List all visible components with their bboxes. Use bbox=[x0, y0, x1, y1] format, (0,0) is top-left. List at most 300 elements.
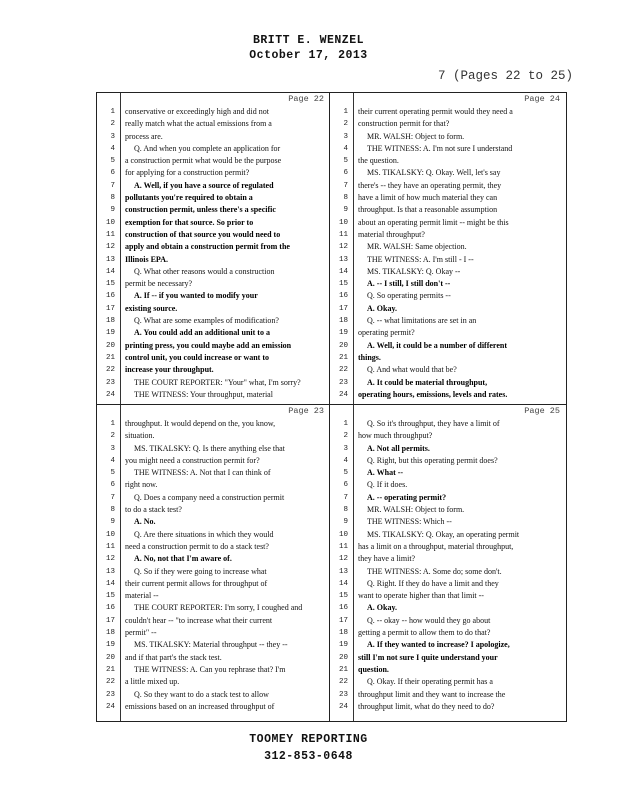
line-text: A. Well, it could be a number of different bbox=[367, 340, 507, 350]
line-number: 9 bbox=[110, 206, 115, 215]
transcript-line bbox=[97, 229, 330, 241]
line-text: things. bbox=[358, 352, 381, 362]
line-number: 6 bbox=[110, 169, 115, 178]
line-text: A. If they wanted to increase? I apologize, bbox=[367, 640, 510, 650]
line-number: 24 bbox=[338, 702, 348, 711]
transcript-line bbox=[330, 566, 566, 578]
line-number: 16 bbox=[338, 604, 348, 613]
transcript-line bbox=[330, 627, 566, 639]
transcript-line bbox=[330, 553, 566, 565]
line-number: 3 bbox=[110, 132, 115, 141]
line-number: 8 bbox=[343, 194, 348, 203]
transcript-line bbox=[330, 241, 566, 253]
line-number: 22 bbox=[338, 366, 348, 375]
line-text: THE COURT REPORTER: "Your" what, I'm sorry? bbox=[134, 377, 301, 387]
line-number: 11 bbox=[338, 542, 348, 551]
line-number: 10 bbox=[338, 218, 348, 227]
line-text: and if that part's the stack test. bbox=[125, 652, 222, 662]
line-number: 20 bbox=[105, 341, 115, 350]
line-text: Q. -- what limitations are set in an bbox=[367, 316, 477, 326]
line-number: 24 bbox=[338, 390, 348, 399]
line-number: 10 bbox=[338, 530, 348, 539]
line-text: to do a stack test? bbox=[125, 505, 182, 515]
line-number: 11 bbox=[105, 542, 115, 551]
transcript-line bbox=[97, 504, 330, 516]
line-number: 15 bbox=[105, 280, 115, 289]
line-number: 5 bbox=[110, 157, 115, 166]
line-number: 11 bbox=[338, 230, 348, 239]
line-number: 16 bbox=[105, 604, 115, 613]
line-number: 21 bbox=[105, 665, 115, 674]
transcript-line bbox=[330, 254, 566, 266]
line-number: 21 bbox=[338, 665, 348, 674]
line-number: 7 bbox=[110, 181, 115, 190]
line-text: MR. WALSH: Same objection. bbox=[367, 242, 467, 252]
line-text: couldn't hear -- "to increase what their current bbox=[125, 615, 273, 625]
transcript-line bbox=[330, 504, 566, 516]
line-number: 8 bbox=[343, 506, 348, 515]
transcript-line bbox=[330, 389, 566, 401]
line-number: 6 bbox=[343, 169, 348, 178]
transcript-line bbox=[330, 278, 566, 290]
line-number: 14 bbox=[105, 267, 115, 276]
line-text: A. It could be material throughput, bbox=[367, 377, 488, 387]
transcript-line bbox=[97, 118, 330, 130]
line-text: Q. So if they were going to increase what bbox=[134, 566, 267, 576]
transcript-line bbox=[97, 364, 330, 376]
line-number: 13 bbox=[338, 567, 348, 576]
line-number: 24 bbox=[105, 702, 115, 711]
line-text: throughput. Is that a reasonable assumption bbox=[358, 205, 498, 215]
footer-phone: 312-853-0648 bbox=[264, 750, 353, 763]
transcript-line bbox=[330, 204, 566, 216]
line-text: Q. So operating permits -- bbox=[367, 291, 451, 301]
line-number: 18 bbox=[105, 629, 115, 638]
line-number: 3 bbox=[343, 444, 348, 453]
line-text: MR. WALSH: Object to form. bbox=[367, 505, 465, 515]
line-text: Q. And what would that be? bbox=[367, 365, 457, 375]
line-text: pollutants you're required to obtain a bbox=[125, 193, 253, 203]
transcript-line bbox=[97, 652, 330, 664]
transcript-line bbox=[97, 418, 330, 430]
transcript-line bbox=[97, 204, 330, 216]
line-number: 13 bbox=[105, 567, 115, 576]
line-number: 5 bbox=[343, 469, 348, 478]
page-label: Page 25 bbox=[524, 406, 560, 416]
transcript-line bbox=[97, 192, 330, 204]
line-number: 14 bbox=[338, 579, 348, 588]
line-number: 21 bbox=[338, 353, 348, 362]
line-text: emissions based on an increased throughput of bbox=[125, 701, 275, 711]
line-number: 2 bbox=[110, 120, 115, 129]
line-text: existing source. bbox=[125, 303, 178, 313]
transcript-line bbox=[330, 266, 566, 278]
transcript-line bbox=[97, 566, 330, 578]
line-text: THE WITNESS: Which -- bbox=[367, 517, 452, 527]
transcript-line bbox=[97, 143, 330, 155]
transcript-line bbox=[330, 229, 566, 241]
line-number: 23 bbox=[338, 690, 348, 699]
line-number: 12 bbox=[105, 555, 115, 564]
transcript-line bbox=[97, 479, 330, 491]
line-number: 16 bbox=[338, 292, 348, 301]
line-number: 2 bbox=[343, 120, 348, 129]
line-text: permit" -- bbox=[125, 628, 157, 638]
line-text: THE WITNESS: A. Can you rephrase that? I'm bbox=[134, 664, 286, 674]
line-number: 22 bbox=[105, 366, 115, 375]
transcript-page-24 bbox=[329, 92, 567, 410]
line-number: 1 bbox=[343, 420, 348, 428]
page-label: Page 22 bbox=[288, 94, 324, 104]
line-text: situation. bbox=[125, 431, 155, 441]
line-text: Q. Okay. If their operating permit has a bbox=[367, 677, 493, 687]
transcript-line bbox=[330, 602, 566, 614]
line-number: 15 bbox=[338, 280, 348, 289]
line-number: 11 bbox=[105, 230, 115, 239]
transcript-line bbox=[97, 315, 330, 327]
transcript-line bbox=[97, 529, 330, 541]
line-number: 19 bbox=[105, 641, 115, 650]
line-text: want to operate higher than that limit -- bbox=[358, 591, 484, 601]
transcript-line bbox=[330, 377, 566, 389]
line-text: the question. bbox=[358, 156, 399, 166]
line-number: 7 bbox=[343, 181, 348, 190]
transcript-line bbox=[97, 664, 330, 676]
line-text: Q. So it's throughput, they have a limit of bbox=[367, 419, 500, 428]
line-text: A. Well, if you have a source of regulated bbox=[134, 180, 274, 190]
transcript-line bbox=[330, 315, 566, 327]
line-text: MS. TIKALSKY: Material throughput -- they -- bbox=[134, 640, 288, 650]
line-text: Q. What are some examples of modification? bbox=[134, 316, 279, 326]
transcript-line bbox=[330, 652, 566, 664]
transcript-line bbox=[97, 217, 330, 229]
line-number: 4 bbox=[110, 456, 115, 465]
transcript-line bbox=[97, 701, 330, 713]
line-text: still I'm not sure I quite understand your bbox=[358, 652, 498, 662]
transcript-line bbox=[97, 492, 330, 504]
transcript-line bbox=[330, 479, 566, 491]
transcript-line bbox=[97, 352, 330, 364]
line-number: 23 bbox=[338, 378, 348, 387]
transcript-line bbox=[330, 676, 566, 688]
transcript-line bbox=[97, 639, 330, 651]
deposition-date: October 17, 2013 bbox=[249, 49, 368, 62]
transcript-line bbox=[330, 303, 566, 315]
line-number: 14 bbox=[105, 579, 115, 588]
transcript-line bbox=[97, 443, 330, 455]
transcript-line bbox=[330, 118, 566, 130]
footer-company: TOOMEY REPORTING bbox=[249, 733, 368, 746]
line-number: 3 bbox=[343, 132, 348, 141]
line-number: 2 bbox=[343, 432, 348, 441]
line-text: Q. So they want to do a stack test to allow bbox=[134, 689, 269, 699]
line-number: 15 bbox=[105, 592, 115, 601]
line-number: 19 bbox=[338, 329, 348, 338]
line-number: 9 bbox=[343, 206, 348, 215]
line-text: MS. TIKALSKY: Q. Okay, an operating permit bbox=[367, 529, 520, 539]
transcript-line bbox=[97, 627, 330, 639]
line-number: 6 bbox=[110, 481, 115, 490]
transcript-line bbox=[330, 167, 566, 179]
line-number: 2 bbox=[110, 432, 115, 441]
line-number: 17 bbox=[105, 304, 115, 313]
line-text: construction of that source you would need to bbox=[125, 229, 281, 239]
line-text: MS. TIKALSKY: Q. Is there anything else that bbox=[134, 443, 285, 453]
transcript-line bbox=[330, 217, 566, 229]
line-text: has a limit on a throughput, material throughput, bbox=[358, 541, 514, 551]
line-text: Q. What other reasons would a construction bbox=[134, 266, 275, 276]
line-number: 18 bbox=[338, 317, 348, 326]
line-text: really match what the actual emissions from a bbox=[125, 119, 272, 129]
transcript-line bbox=[330, 418, 566, 430]
line-text: THE COURT REPORTER: I'm sorry, I coughed and bbox=[134, 603, 303, 613]
pages-range: 7 (Pages 22 to 25) bbox=[437, 69, 573, 83]
line-number: 12 bbox=[338, 243, 348, 252]
line-text: apply and obtain a construction permit from the bbox=[125, 242, 290, 252]
transcript-line bbox=[97, 689, 330, 701]
line-number: 17 bbox=[338, 304, 348, 313]
line-text: A. You could add an additional unit to a bbox=[134, 328, 270, 338]
deponent-name: BRITT E. WENZEL bbox=[252, 34, 365, 47]
transcript-line bbox=[330, 467, 566, 479]
transcript-line bbox=[330, 664, 566, 676]
transcript-line bbox=[330, 516, 566, 528]
transcript-lines bbox=[97, 106, 330, 401]
line-number: 20 bbox=[338, 653, 348, 662]
line-number: 9 bbox=[343, 518, 348, 527]
line-text: Q. Right. If they do have a limit and they bbox=[367, 578, 499, 588]
transcript-page-25 bbox=[329, 404, 567, 722]
line-text: you might need a construction permit for? bbox=[125, 455, 260, 465]
transcript-line bbox=[330, 615, 566, 627]
line-text: question. bbox=[358, 664, 389, 674]
transcript-line bbox=[330, 327, 566, 339]
line-number: 17 bbox=[338, 616, 348, 625]
line-number: 22 bbox=[105, 678, 115, 687]
transcript-line bbox=[330, 340, 566, 352]
line-text: increase your throughput. bbox=[125, 365, 214, 375]
line-text: they have a limit? bbox=[358, 554, 416, 564]
line-text: Q. Does a company need a construction permit bbox=[134, 492, 285, 502]
transcript-line bbox=[97, 254, 330, 266]
line-number: 13 bbox=[105, 255, 115, 264]
line-text: THE WITNESS: Your throughput, material bbox=[134, 389, 273, 399]
line-number: 23 bbox=[105, 378, 115, 387]
transcript-line bbox=[97, 553, 330, 565]
line-text: Q. Are there situations in which they would bbox=[134, 529, 274, 539]
line-number: 4 bbox=[110, 144, 115, 153]
transcript-line bbox=[97, 377, 330, 389]
transcript-line bbox=[97, 676, 330, 688]
transcript-line bbox=[330, 352, 566, 364]
transcript-line bbox=[330, 430, 566, 442]
transcript-line bbox=[330, 701, 566, 713]
transcript-page-23 bbox=[96, 404, 331, 722]
transcript-line bbox=[97, 516, 330, 528]
transcript-line bbox=[330, 192, 566, 204]
transcript-line bbox=[97, 290, 330, 302]
line-text: THE WITNESS: A. I'm not sure I understand bbox=[367, 143, 513, 153]
transcript-line bbox=[97, 340, 330, 352]
line-text: their current operating permit would they need a bbox=[358, 107, 513, 116]
transcript-line bbox=[330, 290, 566, 302]
line-text: there's -- they have an operating permit, they bbox=[358, 180, 502, 190]
transcript-line bbox=[97, 241, 330, 253]
line-text: process are. bbox=[125, 131, 163, 141]
transcript-line bbox=[330, 590, 566, 602]
line-number: 12 bbox=[338, 555, 348, 564]
transcript-page-22 bbox=[96, 92, 331, 410]
line-text: MS. TIKALSKY: Q. Okay -- bbox=[367, 266, 461, 276]
transcript-line bbox=[97, 327, 330, 339]
transcript-line bbox=[97, 303, 330, 315]
transcript-line bbox=[97, 455, 330, 467]
line-text: Illinois EPA. bbox=[125, 254, 168, 264]
line-number: 21 bbox=[105, 353, 115, 362]
line-number: 10 bbox=[105, 530, 115, 539]
transcript-line bbox=[330, 492, 566, 504]
line-text: Q. -- okay -- how would they go about bbox=[367, 615, 491, 625]
transcript-line bbox=[97, 266, 330, 278]
transcript-line bbox=[97, 167, 330, 179]
line-text: throughput limit and they want to increase the bbox=[358, 689, 506, 699]
line-number: 9 bbox=[110, 518, 115, 527]
transcript-line bbox=[97, 615, 330, 627]
transcript-line bbox=[330, 106, 566, 118]
transcript-lines bbox=[330, 106, 566, 401]
transcript-lines bbox=[330, 418, 566, 713]
line-number: 20 bbox=[338, 341, 348, 350]
line-number: 5 bbox=[110, 469, 115, 478]
transcript-line bbox=[97, 155, 330, 167]
line-text: A. No. bbox=[134, 517, 156, 527]
transcript-line bbox=[97, 578, 330, 590]
line-text: how much throughput? bbox=[358, 431, 433, 441]
transcript-lines bbox=[97, 418, 330, 713]
line-text: construction permit, unless there's a specific bbox=[125, 205, 276, 215]
line-number: 22 bbox=[338, 678, 348, 687]
line-number: 17 bbox=[105, 616, 115, 625]
line-text: A. If -- if you wanted to modify your bbox=[134, 291, 258, 301]
line-text: conservative or exceedingly high and did not bbox=[125, 107, 269, 116]
line-text: THE WITNESS: A. I'm still - I -- bbox=[367, 254, 474, 264]
line-number: 19 bbox=[105, 329, 115, 338]
line-number: 16 bbox=[105, 292, 115, 301]
transcript-line bbox=[97, 389, 330, 401]
transcript-line bbox=[97, 278, 330, 290]
line-number: 19 bbox=[338, 641, 348, 650]
line-text: MS. TIKALSKY: Q. Okay. Well, let's say bbox=[367, 168, 501, 178]
line-text: a construction permit what would be the purpose bbox=[125, 156, 282, 166]
line-number: 18 bbox=[338, 629, 348, 638]
line-text: A. Not all permits. bbox=[367, 443, 430, 453]
line-number: 4 bbox=[343, 144, 348, 153]
line-number: 12 bbox=[105, 243, 115, 252]
line-number: 20 bbox=[105, 653, 115, 662]
line-text: A. Okay. bbox=[367, 603, 398, 613]
line-text: material throughput? bbox=[358, 229, 425, 239]
transcript-line bbox=[97, 430, 330, 442]
line-text: about an operating permit limit -- might be this bbox=[358, 217, 509, 227]
line-text: operating permit? bbox=[358, 328, 415, 338]
transcript-line bbox=[330, 529, 566, 541]
line-text: A. No, not that I'm aware of. bbox=[134, 554, 232, 564]
transcript-line bbox=[330, 180, 566, 192]
line-text: a little mixed up. bbox=[125, 677, 180, 687]
transcript-line bbox=[97, 467, 330, 479]
line-text: THE WITNESS: A. Not that I can think of bbox=[134, 468, 271, 478]
line-text: operating hours, emissions, levels and rates. bbox=[358, 389, 508, 399]
line-text: construction permit for that? bbox=[358, 119, 450, 129]
line-text: throughput limit, what do they need to do? bbox=[358, 701, 495, 711]
line-number: 14 bbox=[338, 267, 348, 276]
line-text: Q. If it does. bbox=[367, 480, 408, 490]
line-number: 7 bbox=[343, 493, 348, 502]
transcript-line bbox=[330, 455, 566, 467]
transcript-line bbox=[330, 578, 566, 590]
line-number: 8 bbox=[110, 194, 115, 203]
line-text: Q. Right, but this operating permit does? bbox=[367, 455, 498, 465]
line-text: printing press, you could maybe add an emission bbox=[125, 340, 292, 350]
transcript-line bbox=[330, 143, 566, 155]
line-text: getting a permit to allow them to do that? bbox=[358, 628, 491, 638]
line-text: for applying for a construction permit? bbox=[125, 168, 250, 178]
line-text: right now. bbox=[125, 480, 158, 490]
line-number: 1 bbox=[343, 108, 348, 116]
line-number: 10 bbox=[105, 218, 115, 227]
line-text: A. Okay. bbox=[367, 303, 398, 313]
line-text: throughput. It would depend on the, you know, bbox=[125, 419, 276, 428]
transcript-line bbox=[330, 689, 566, 701]
transcript-line bbox=[97, 180, 330, 192]
line-text: control unit, you could increase or want to bbox=[125, 352, 270, 362]
line-number: 23 bbox=[105, 690, 115, 699]
transcript-line bbox=[330, 364, 566, 376]
line-number: 24 bbox=[105, 390, 115, 399]
line-text: THE WITNESS: A. Some do; some don't. bbox=[367, 566, 502, 576]
line-number: 15 bbox=[338, 592, 348, 601]
line-text: their current permit allows for throughput of bbox=[125, 578, 268, 588]
line-number: 1 bbox=[110, 108, 115, 116]
line-text: A. What -- bbox=[367, 468, 404, 478]
transcript-line bbox=[97, 590, 330, 602]
line-number: 4 bbox=[343, 456, 348, 465]
line-number: 8 bbox=[110, 506, 115, 515]
line-number: 6 bbox=[343, 481, 348, 490]
transcript-line bbox=[97, 106, 330, 118]
line-number: 7 bbox=[110, 493, 115, 502]
transcript-line bbox=[330, 639, 566, 651]
line-text: have a limit of how much material they can bbox=[358, 193, 498, 203]
transcript-line bbox=[330, 443, 566, 455]
line-number: 1 bbox=[110, 420, 115, 428]
line-text: need a construction permit to do a stack test? bbox=[125, 541, 269, 551]
transcript-line bbox=[97, 131, 330, 143]
line-number: 18 bbox=[105, 317, 115, 326]
transcript-line bbox=[330, 541, 566, 553]
page-label: Page 24 bbox=[524, 94, 560, 104]
transcript-line bbox=[330, 155, 566, 167]
line-text: permit be necessary? bbox=[125, 279, 193, 289]
line-text: A. -- operating permit? bbox=[367, 492, 447, 502]
line-number: 5 bbox=[343, 157, 348, 166]
line-text: Q. And when you complete an application for bbox=[134, 143, 281, 153]
transcript-line bbox=[330, 131, 566, 143]
transcript-line bbox=[97, 602, 330, 614]
line-number: 3 bbox=[110, 444, 115, 453]
transcript-line bbox=[97, 541, 330, 553]
line-number: 13 bbox=[338, 255, 348, 264]
